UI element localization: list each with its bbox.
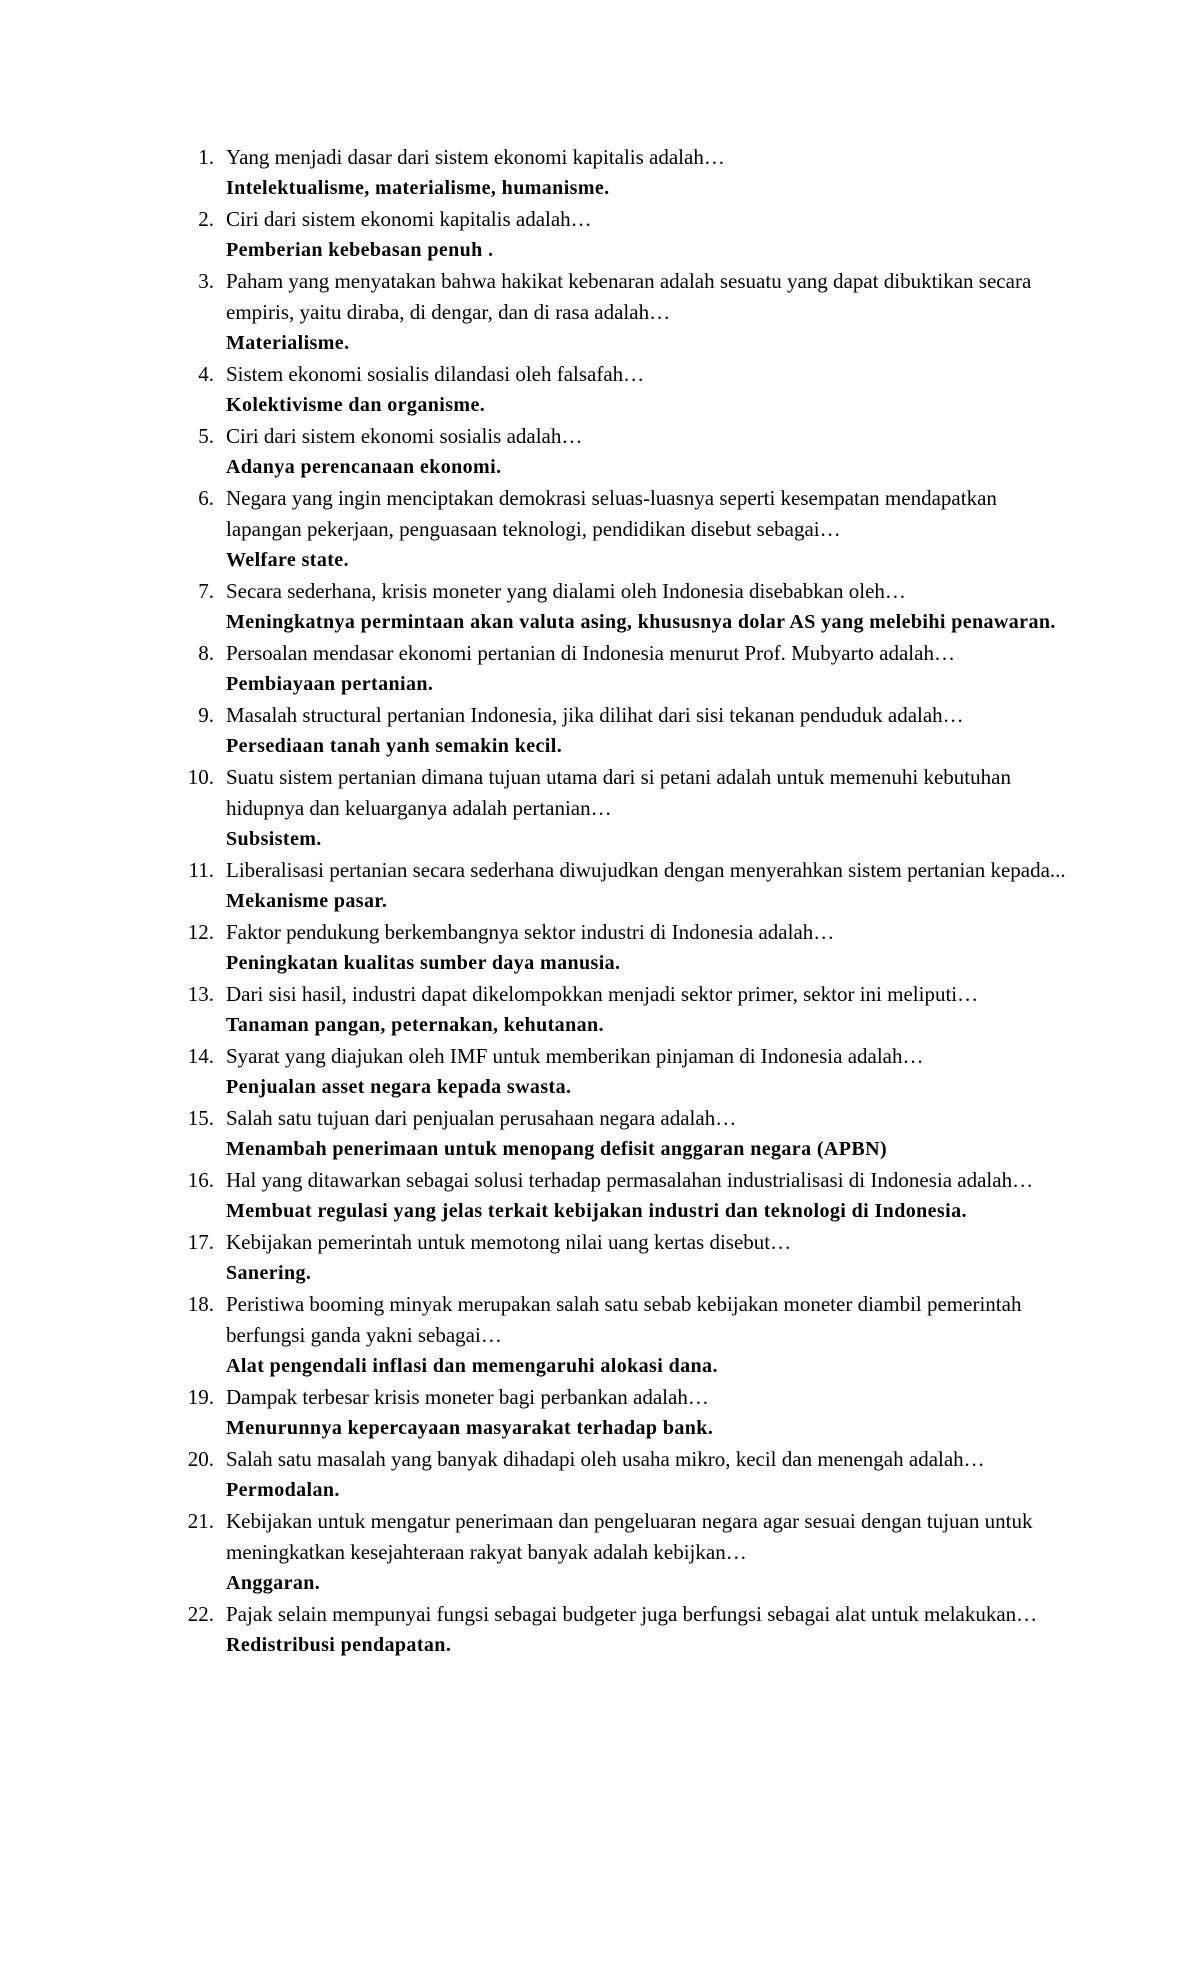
- answer-text: Menambah penerimaan untuk menopang defisit anggaran negara (APBN): [226, 1138, 888, 1160]
- question-row: [176, 1227, 1076, 1258]
- answer-text: Permodalan.: [226, 1479, 340, 1501]
- answer-text: Anggaran.: [226, 1572, 321, 1594]
- question-row: [176, 421, 1076, 452]
- list-item: [176, 855, 1076, 917]
- question-text: Secara sederhana, krisis moneter yang dialami oleh Indonesia disebabkan oleh…: [226, 579, 906, 603]
- question-text: Peristiwa booming minyak merupakan salah satu sebab kebijakan moneter diambil pemerintah berfungsi ganda yakni sebagai…: [226, 1292, 1022, 1347]
- list-item: [176, 1382, 1076, 1444]
- question-row: [176, 204, 1076, 235]
- list-item: [176, 917, 1076, 979]
- question-text: Salah satu tujuan dari penjualan perusahaan negara adalah…: [226, 1106, 737, 1130]
- answer-text: Mekanisme pasar.: [226, 890, 388, 912]
- question-number: 18.: [187, 1292, 214, 1316]
- question-number: 2.: [198, 207, 214, 231]
- list-item: [176, 1103, 1076, 1165]
- question-number: 4.: [198, 362, 214, 386]
- answer-text: Alat pengendali inflasi dan memengaruhi alokasi dana.: [226, 1355, 718, 1377]
- question-text: Ciri dari sistem ekonomi kapitalis adalah…: [226, 207, 592, 231]
- question-text: Persoalan mendasar ekonomi pertanian di Indonesia menurut Prof. Mubyarto adalah…: [226, 641, 955, 665]
- answer-text: Subsistem.: [226, 828, 322, 850]
- question-text: Dampak terbesar krisis moneter bagi perbankan adalah…: [226, 1385, 709, 1409]
- question-row: [176, 576, 1076, 607]
- question-number: 15.: [187, 1106, 214, 1130]
- question-number: 6.: [198, 486, 214, 510]
- answer-text: Tanaman pangan, peternakan, kehutanan.: [226, 1014, 604, 1036]
- question-text: Negara yang ingin menciptakan demokrasi seluas-luasnya seperti kesempatan mendapatkan lapangan pekerjaan, penguasaan teknologi, pendidikan disebut sebagai…: [226, 486, 997, 541]
- question-number: 16.: [187, 1168, 214, 1192]
- question-text: Liberalisasi pertanian secara sederhana diwujudkan dengan menyerahkan sistem pertanian kepada...: [226, 858, 1066, 882]
- question-number: 12.: [187, 920, 214, 944]
- question-number: 14.: [187, 1044, 214, 1068]
- question-text: Hal yang ditawarkan sebagai solusi terhadap permasalahan industrialisasi di Indonesia adalah…: [226, 1168, 1034, 1192]
- question-text: Faktor pendukung berkembangnya sektor industri di Indonesia adalah…: [226, 920, 835, 944]
- list-item: [176, 1227, 1076, 1289]
- question-row: [176, 638, 1076, 669]
- question-number: 7.: [198, 579, 214, 603]
- question-text: Kebijakan untuk mengatur penerimaan dan pengeluaran negara agar sesuai dengan tujuan untuk meningkatkan kesejahteraan rakyat banyak adalah kebijkan…: [226, 1509, 1033, 1564]
- list-item: [176, 359, 1076, 421]
- question-row: [176, 1444, 1076, 1475]
- answer-text: Penjualan asset negara kepada swasta.: [226, 1076, 572, 1098]
- question-row: [176, 1506, 1076, 1568]
- list-item: [176, 1506, 1076, 1599]
- question-row: [176, 762, 1076, 824]
- list-item: [176, 483, 1076, 576]
- question-text: Paham yang menyatakan bahwa hakikat kebenaran adalah sesuatu yang dapat dibuktikan secara empiris, yaitu diraba, di dengar, dan di rasa adalah…: [226, 269, 1032, 324]
- question-number: 22.: [187, 1602, 214, 1626]
- list-item: [176, 1041, 1076, 1103]
- question-row: [176, 917, 1076, 948]
- list-item: [176, 421, 1076, 483]
- list-item: [176, 700, 1076, 762]
- answer-text: Membuat regulasi yang jelas terkait kebijakan industri dan teknologi di Indonesia.: [226, 1200, 967, 1222]
- question-text: Masalah structural pertanian Indonesia, jika dilihat dari sisi tekanan penduduk adalah…: [226, 703, 964, 727]
- question-row: [176, 142, 1076, 173]
- question-row: [176, 1382, 1076, 1413]
- list-item: [176, 266, 1076, 359]
- question-number: 19.: [187, 1385, 214, 1409]
- list-item: [176, 576, 1076, 638]
- question-row: [176, 359, 1076, 390]
- answer-text: Pembiayaan pertanian.: [226, 673, 434, 695]
- question-text: Suatu sistem pertanian dimana tujuan utama dari si petani adalah untuk memenuhi kebutuhan hidupnya dan keluarganya adalah pertanian…: [226, 765, 1011, 820]
- question-row: [176, 855, 1076, 886]
- question-text: Kebijakan pemerintah untuk memotong nilai uang kertas disebut…: [226, 1230, 792, 1254]
- answer-text: Persediaan tanah yanh semakin kecil.: [226, 735, 563, 757]
- question-number: 20.: [187, 1447, 214, 1471]
- question-number: 11.: [188, 858, 214, 882]
- answer-text: Peningkatan kualitas sumber daya manusia.: [226, 952, 621, 974]
- question-number: 21.: [187, 1509, 214, 1533]
- question-row: [176, 266, 1076, 328]
- list-item: [176, 142, 1076, 204]
- question-row: [176, 1289, 1076, 1351]
- answer-text: Pemberian kebebasan penuh .: [226, 239, 494, 261]
- question-row: [176, 700, 1076, 731]
- question-text: Sistem ekonomi sosialis dilandasi oleh falsafah…: [226, 362, 645, 386]
- list-item: [176, 979, 1076, 1041]
- question-row: [176, 1041, 1076, 1072]
- question-text: Yang menjadi dasar dari sistem ekonomi kapitalis adalah…: [226, 145, 725, 169]
- answer-text: Meningkatnya permintaan akan valuta asing, khususnya dolar AS yang melebihi penawaran.: [226, 611, 1056, 633]
- answer-text: Welfare state.: [226, 549, 349, 571]
- question-row: [176, 1103, 1076, 1134]
- question-number: 9.: [198, 703, 214, 727]
- question-row: [176, 1165, 1076, 1196]
- answer-text: Intelektualisme, materialisme, humanisme.: [226, 177, 610, 199]
- list-item: [176, 638, 1076, 700]
- question-number: 8.: [198, 641, 214, 665]
- question-number: 5.: [198, 424, 214, 448]
- list-item: [176, 204, 1076, 266]
- question-row: [176, 979, 1076, 1010]
- question-row: [176, 483, 1076, 545]
- question-list: [176, 142, 1076, 1661]
- list-item: [176, 1444, 1076, 1506]
- question-number: 3.: [198, 269, 214, 293]
- list-item: [176, 1289, 1076, 1382]
- question-number: 17.: [187, 1230, 214, 1254]
- question-text: Ciri dari sistem ekonomi sosialis adalah…: [226, 424, 583, 448]
- question-text: Dari sisi hasil, industri dapat dikelompokkan menjadi sektor primer, sektor ini meliputi…: [226, 982, 979, 1006]
- answer-text: Redistribusi pendapatan.: [226, 1634, 452, 1656]
- answer-text: Materialisme.: [226, 332, 350, 354]
- question-text: Syarat yang diajukan oleh IMF untuk memberikan pinjaman di Indonesia adalah…: [226, 1044, 924, 1068]
- question-number: 10.: [187, 765, 214, 789]
- answer-text: Menurunnya kepercayaan masyarakat terhadap bank.: [226, 1417, 714, 1439]
- question-number: 1.: [198, 145, 214, 169]
- answer-text: Sanering.: [226, 1262, 312, 1284]
- list-item: [176, 762, 1076, 855]
- question-text: Salah satu masalah yang banyak dihadapi oleh usaha mikro, kecil dan menengah adalah…: [226, 1447, 985, 1471]
- question-text: Pajak selain mempunyai fungsi sebagai budgeter juga berfungsi sebagai alat untuk melakukan…: [226, 1602, 1038, 1626]
- list-item: [176, 1599, 1076, 1661]
- question-number: 13.: [187, 982, 214, 1006]
- answer-text: Kolektivisme dan organisme.: [226, 394, 486, 416]
- question-row: [176, 1599, 1076, 1630]
- answer-text: Adanya perencanaan ekonomi.: [226, 456, 502, 478]
- list-item: [176, 1165, 1076, 1227]
